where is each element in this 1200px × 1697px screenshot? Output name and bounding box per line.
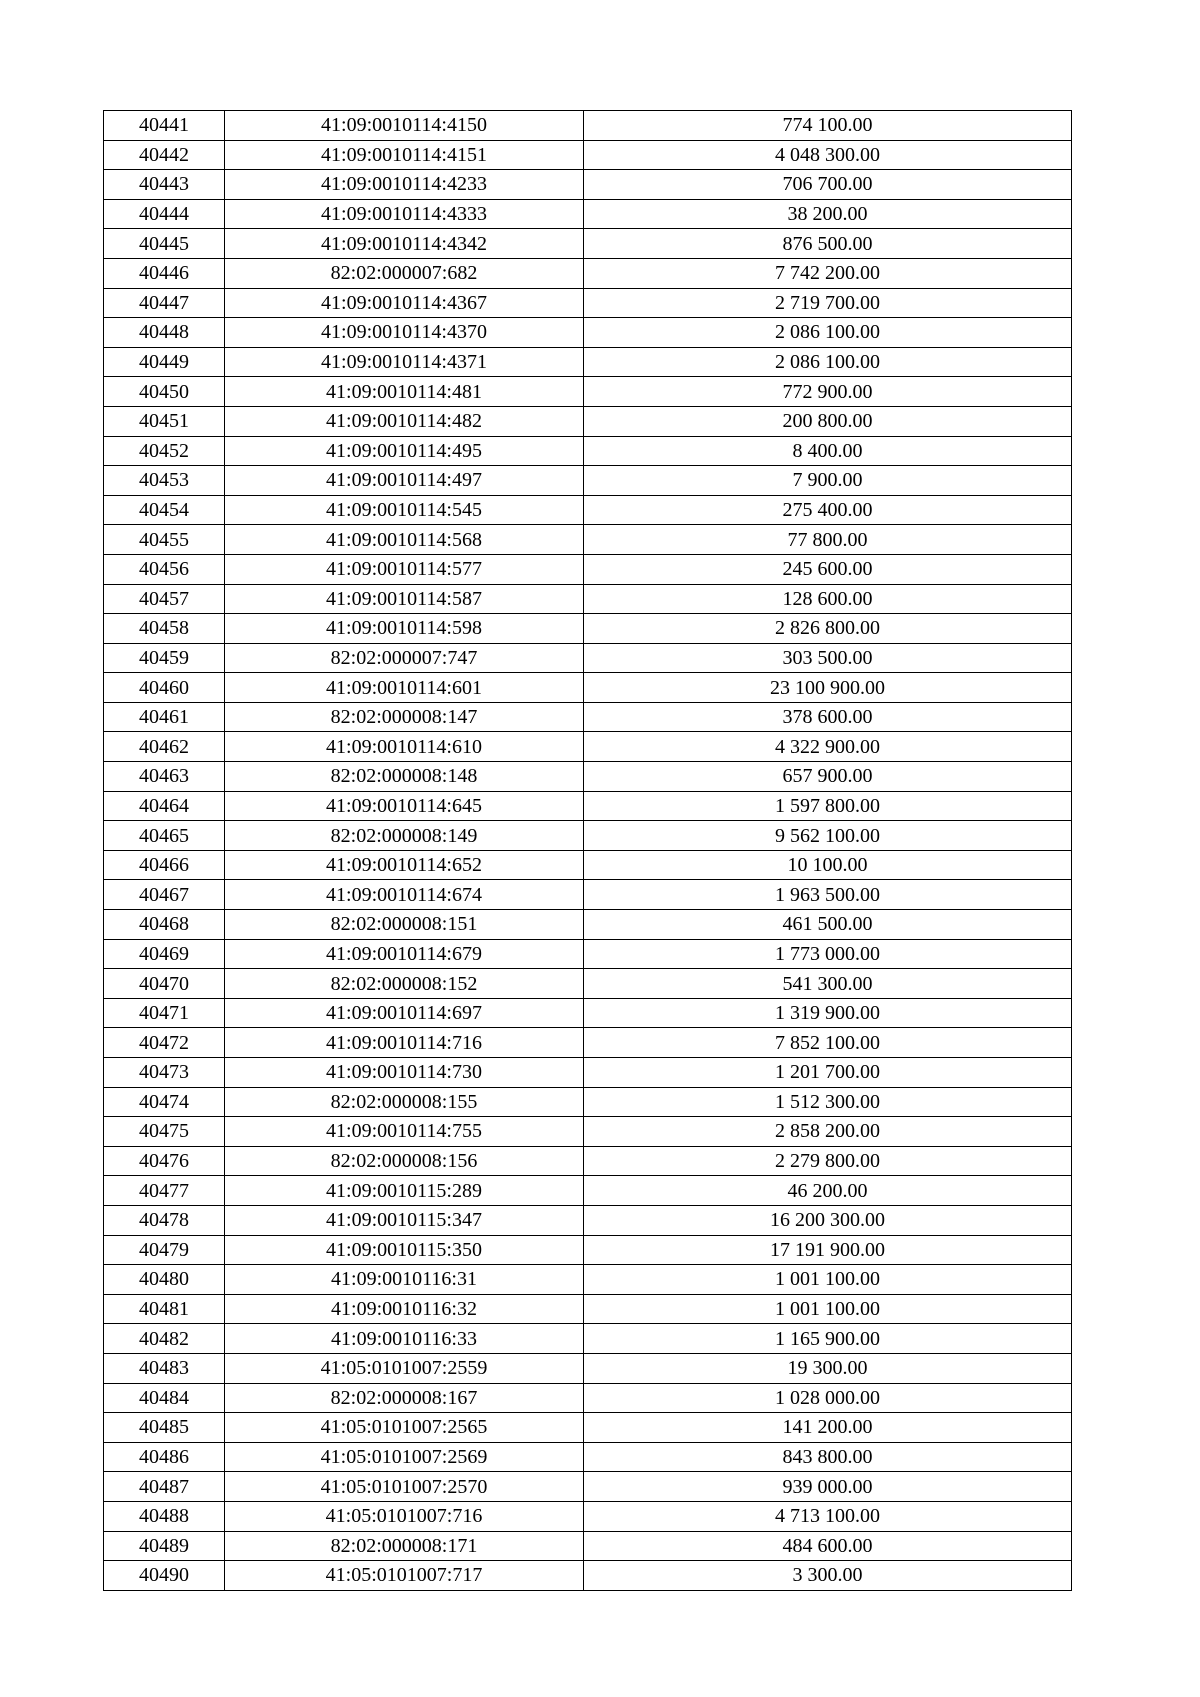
cadastral-number-cell: 41:05:0101007:716 xyxy=(225,1501,584,1531)
cadastral-value-cell: 7 742 200.00 xyxy=(584,258,1072,288)
cadastral-value-cell: 77 800.00 xyxy=(584,525,1072,555)
cadastral-number-cell: 41:09:0010115:350 xyxy=(225,1235,584,1265)
cadastral-number-cell: 41:09:0010114:4233 xyxy=(225,170,584,200)
table-row xyxy=(104,1117,1072,1147)
cadastral-value-cell: 2 826 800.00 xyxy=(584,614,1072,644)
table-row xyxy=(104,880,1072,910)
row-number-cell: 40455 xyxy=(104,525,225,555)
cadastral-value-cell: 19 300.00 xyxy=(584,1353,1072,1383)
table-row xyxy=(104,1383,1072,1413)
table-row xyxy=(104,643,1072,673)
row-number-cell: 40469 xyxy=(104,939,225,969)
table-row xyxy=(104,288,1072,318)
table-row xyxy=(104,1324,1072,1354)
cadastral-value-cell: 843 800.00 xyxy=(584,1442,1072,1472)
cadastral-number-cell: 82:02:000008:155 xyxy=(225,1087,584,1117)
table-row xyxy=(104,140,1072,170)
cadastral-value-cell: 7 900.00 xyxy=(584,466,1072,496)
cadastral-value-cell: 1 001 100.00 xyxy=(584,1294,1072,1324)
row-number-cell: 40476 xyxy=(104,1146,225,1176)
cadastral-value-cell: 1 597 800.00 xyxy=(584,791,1072,821)
row-number-cell: 40467 xyxy=(104,880,225,910)
cadastral-value-cell: 2 858 200.00 xyxy=(584,1117,1072,1147)
row-number-cell: 40477 xyxy=(104,1176,225,1206)
cadastral-value-cell: 275 400.00 xyxy=(584,495,1072,525)
row-number-cell: 40457 xyxy=(104,584,225,614)
table-row xyxy=(104,377,1072,407)
row-number-cell: 40470 xyxy=(104,969,225,999)
cadastral-value-cell: 4 322 900.00 xyxy=(584,732,1072,762)
cadastral-value-cell: 38 200.00 xyxy=(584,199,1072,229)
cadastral-value-cell: 46 200.00 xyxy=(584,1176,1072,1206)
cadastral-number-cell: 41:09:0010116:32 xyxy=(225,1294,584,1324)
table-row xyxy=(104,170,1072,200)
cadastral-number-cell: 41:09:0010114:4370 xyxy=(225,318,584,348)
row-number-cell: 40446 xyxy=(104,258,225,288)
cadastral-number-cell: 41:05:0101007:2569 xyxy=(225,1442,584,1472)
cadastral-value-cell: 1 001 100.00 xyxy=(584,1265,1072,1295)
cadastral-number-cell: 82:02:000008:156 xyxy=(225,1146,584,1176)
cadastral-value-cell: 10 100.00 xyxy=(584,850,1072,880)
row-number-cell: 40471 xyxy=(104,998,225,1028)
cadastral-number-cell: 82:02:000008:148 xyxy=(225,762,584,792)
cadastral-number-cell: 41:09:0010114:4333 xyxy=(225,199,584,229)
row-number-cell: 40487 xyxy=(104,1472,225,1502)
cadastral-number-cell: 41:09:0010114:697 xyxy=(225,998,584,1028)
table-row xyxy=(104,1294,1072,1324)
cadastral-value-cell: 461 500.00 xyxy=(584,910,1072,940)
cadastral-value-cell: 2 086 100.00 xyxy=(584,347,1072,377)
cadastral-number-cell: 82:02:000008:147 xyxy=(225,702,584,732)
cadastral-value-cell: 4 713 100.00 xyxy=(584,1501,1072,1531)
row-number-cell: 40453 xyxy=(104,466,225,496)
row-number-cell: 40450 xyxy=(104,377,225,407)
table-row xyxy=(104,910,1072,940)
cadastral-value-cell: 17 191 900.00 xyxy=(584,1235,1072,1265)
cadastral-number-cell: 41:09:0010114:679 xyxy=(225,939,584,969)
table-row xyxy=(104,969,1072,999)
row-number-cell: 40452 xyxy=(104,436,225,466)
row-number-cell: 40490 xyxy=(104,1561,225,1591)
table-row xyxy=(104,614,1072,644)
table-row xyxy=(104,791,1072,821)
cadastral-number-cell: 82:02:000008:171 xyxy=(225,1531,584,1561)
row-number-cell: 40458 xyxy=(104,614,225,644)
cadastral-value-cell: 245 600.00 xyxy=(584,554,1072,584)
row-number-cell: 40445 xyxy=(104,229,225,259)
row-number-cell: 40479 xyxy=(104,1235,225,1265)
table-row xyxy=(104,436,1072,466)
table-row xyxy=(104,406,1072,436)
table-row xyxy=(104,1058,1072,1088)
table-row xyxy=(104,1176,1072,1206)
row-number-cell: 40448 xyxy=(104,318,225,348)
row-number-cell: 40482 xyxy=(104,1324,225,1354)
cadastral-value-cell: 303 500.00 xyxy=(584,643,1072,673)
cadastral-number-cell: 41:09:0010114:568 xyxy=(225,525,584,555)
cadastral-number-cell: 82:02:000008:152 xyxy=(225,969,584,999)
row-number-cell: 40488 xyxy=(104,1501,225,1531)
table-row xyxy=(104,821,1072,851)
cadastral-value-cell: 16 200 300.00 xyxy=(584,1205,1072,1235)
row-number-cell: 40451 xyxy=(104,406,225,436)
row-number-cell: 40442 xyxy=(104,140,225,170)
cadastral-number-cell: 41:09:0010114:577 xyxy=(225,554,584,584)
table-row xyxy=(104,495,1072,525)
cadastral-value-cell: 484 600.00 xyxy=(584,1531,1072,1561)
cadastral-value-cell: 8 400.00 xyxy=(584,436,1072,466)
cadastral-value-cell: 1 028 000.00 xyxy=(584,1383,1072,1413)
row-number-cell: 40475 xyxy=(104,1117,225,1147)
table-row xyxy=(104,554,1072,584)
row-number-cell: 40481 xyxy=(104,1294,225,1324)
row-number-cell: 40463 xyxy=(104,762,225,792)
cadastral-value-cell: 3 300.00 xyxy=(584,1561,1072,1591)
cadastral-number-cell: 41:09:0010114:598 xyxy=(225,614,584,644)
cadastral-value-cell: 876 500.00 xyxy=(584,229,1072,259)
row-number-cell: 40473 xyxy=(104,1058,225,1088)
cadastral-number-cell: 41:09:0010114:587 xyxy=(225,584,584,614)
cadastral-number-cell: 41:09:0010114:545 xyxy=(225,495,584,525)
row-number-cell: 40443 xyxy=(104,170,225,200)
row-number-cell: 40444 xyxy=(104,199,225,229)
cadastral-value-cell: 23 100 900.00 xyxy=(584,673,1072,703)
cadastral-value-cell: 774 100.00 xyxy=(584,111,1072,141)
cadastral-value-cell: 657 900.00 xyxy=(584,762,1072,792)
row-number-cell: 40483 xyxy=(104,1353,225,1383)
row-number-cell: 40456 xyxy=(104,554,225,584)
cadastral-number-cell: 41:09:0010114:610 xyxy=(225,732,584,762)
row-number-cell: 40459 xyxy=(104,643,225,673)
cadastral-value-cell: 706 700.00 xyxy=(584,170,1072,200)
cadastral-number-cell: 41:09:0010114:4150 xyxy=(225,111,584,141)
cadastral-number-cell: 41:09:0010114:601 xyxy=(225,673,584,703)
row-number-cell: 40489 xyxy=(104,1531,225,1561)
cadastral-number-cell: 82:02:000007:682 xyxy=(225,258,584,288)
table-row xyxy=(104,584,1072,614)
row-number-cell: 40454 xyxy=(104,495,225,525)
cadastral-number-cell: 41:05:0101007:2570 xyxy=(225,1472,584,1502)
cadastral-value-cell: 128 600.00 xyxy=(584,584,1072,614)
cadastral-number-cell: 41:09:0010114:716 xyxy=(225,1028,584,1058)
cadastral-number-cell: 41:09:0010114:4367 xyxy=(225,288,584,318)
table-row xyxy=(104,1501,1072,1531)
cadastral-value-cell: 2 086 100.00 xyxy=(584,318,1072,348)
table-row xyxy=(104,229,1072,259)
table-row xyxy=(104,466,1072,496)
cadastral-value-cell: 772 900.00 xyxy=(584,377,1072,407)
table-row xyxy=(104,702,1072,732)
table-row xyxy=(104,347,1072,377)
cadastral-value-cell: 9 562 100.00 xyxy=(584,821,1072,851)
table-row xyxy=(104,1235,1072,1265)
cadastral-value-cell: 1 319 900.00 xyxy=(584,998,1072,1028)
cadastral-value-cell: 1 512 300.00 xyxy=(584,1087,1072,1117)
cadastral-number-cell: 41:09:0010114:674 xyxy=(225,880,584,910)
row-number-cell: 40484 xyxy=(104,1383,225,1413)
cadastral-value-cell: 378 600.00 xyxy=(584,702,1072,732)
cadastral-value-cell: 1 773 000.00 xyxy=(584,939,1072,969)
row-number-cell: 40460 xyxy=(104,673,225,703)
cadastral-value-cell: 4 048 300.00 xyxy=(584,140,1072,170)
cadastral-number-cell: 41:09:0010114:4342 xyxy=(225,229,584,259)
table-row xyxy=(104,762,1072,792)
table-row xyxy=(104,673,1072,703)
cadastral-number-cell: 41:09:0010114:645 xyxy=(225,791,584,821)
row-number-cell: 40468 xyxy=(104,910,225,940)
cadastral-number-cell: 41:09:0010114:730 xyxy=(225,1058,584,1088)
cadastral-number-cell: 41:09:0010114:495 xyxy=(225,436,584,466)
table-row xyxy=(104,732,1072,762)
table-row xyxy=(104,939,1072,969)
cadastral-number-cell: 82:02:000008:149 xyxy=(225,821,584,851)
cadastral-number-cell: 41:09:0010116:33 xyxy=(225,1324,584,1354)
table-row xyxy=(104,318,1072,348)
cadastral-value-cell: 939 000.00 xyxy=(584,1472,1072,1502)
table-row xyxy=(104,1087,1072,1117)
table-row xyxy=(104,1146,1072,1176)
cadastral-number-cell: 41:09:0010114:497 xyxy=(225,466,584,496)
cadastral-number-cell: 82:02:000007:747 xyxy=(225,643,584,673)
table-row xyxy=(104,1413,1072,1443)
cadastral-number-cell: 41:05:0101007:717 xyxy=(225,1561,584,1591)
cadastral-number-cell: 41:05:0101007:2565 xyxy=(225,1413,584,1443)
row-number-cell: 40486 xyxy=(104,1442,225,1472)
cadastral-number-cell: 41:05:0101007:2559 xyxy=(225,1353,584,1383)
table-body xyxy=(104,111,1072,1591)
cadastral-number-cell: 41:09:0010115:289 xyxy=(225,1176,584,1206)
row-number-cell: 40480 xyxy=(104,1265,225,1295)
cadastral-number-cell: 41:09:0010114:652 xyxy=(225,850,584,880)
table-row xyxy=(104,1265,1072,1295)
cadastral-number-cell: 41:09:0010114:481 xyxy=(225,377,584,407)
row-number-cell: 40441 xyxy=(104,111,225,141)
cadastral-number-cell: 41:09:0010116:31 xyxy=(225,1265,584,1295)
cadastral-number-cell: 41:09:0010114:4371 xyxy=(225,347,584,377)
cadastral-number-cell: 82:02:000008:151 xyxy=(225,910,584,940)
cadastral-value-cell: 541 300.00 xyxy=(584,969,1072,999)
row-number-cell: 40462 xyxy=(104,732,225,762)
row-number-cell: 40474 xyxy=(104,1087,225,1117)
table-row xyxy=(104,1561,1072,1591)
cadastral-value-cell: 1 963 500.00 xyxy=(584,880,1072,910)
cadastral-number-cell: 41:09:0010114:755 xyxy=(225,1117,584,1147)
row-number-cell: 40478 xyxy=(104,1205,225,1235)
table-row xyxy=(104,1205,1072,1235)
row-number-cell: 40461 xyxy=(104,702,225,732)
table-row xyxy=(104,199,1072,229)
row-number-cell: 40464 xyxy=(104,791,225,821)
table-row xyxy=(104,525,1072,555)
table-row xyxy=(104,111,1072,141)
cadastral-value-cell: 141 200.00 xyxy=(584,1413,1072,1443)
cadastral-value-cell: 2 719 700.00 xyxy=(584,288,1072,318)
table-row xyxy=(104,850,1072,880)
cadastral-value-table xyxy=(103,110,1072,1591)
table-row xyxy=(104,1353,1072,1383)
table-row xyxy=(104,258,1072,288)
cadastral-number-cell: 41:09:0010114:482 xyxy=(225,406,584,436)
cadastral-value-cell: 1 165 900.00 xyxy=(584,1324,1072,1354)
row-number-cell: 40465 xyxy=(104,821,225,851)
row-number-cell: 40485 xyxy=(104,1413,225,1443)
table-row xyxy=(104,1531,1072,1561)
row-number-cell: 40447 xyxy=(104,288,225,318)
table-row xyxy=(104,1472,1072,1502)
cadastral-value-cell: 2 279 800.00 xyxy=(584,1146,1072,1176)
cadastral-number-cell: 41:09:0010114:4151 xyxy=(225,140,584,170)
cadastral-number-cell: 41:09:0010115:347 xyxy=(225,1205,584,1235)
cadastral-number-cell: 82:02:000008:167 xyxy=(225,1383,584,1413)
table-row xyxy=(104,998,1072,1028)
cadastral-value-cell: 200 800.00 xyxy=(584,406,1072,436)
cadastral-value-cell: 1 201 700.00 xyxy=(584,1058,1072,1088)
row-number-cell: 40472 xyxy=(104,1028,225,1058)
table-row xyxy=(104,1442,1072,1472)
table-row xyxy=(104,1028,1072,1058)
row-number-cell: 40449 xyxy=(104,347,225,377)
cadastral-value-cell: 7 852 100.00 xyxy=(584,1028,1072,1058)
row-number-cell: 40466 xyxy=(104,850,225,880)
